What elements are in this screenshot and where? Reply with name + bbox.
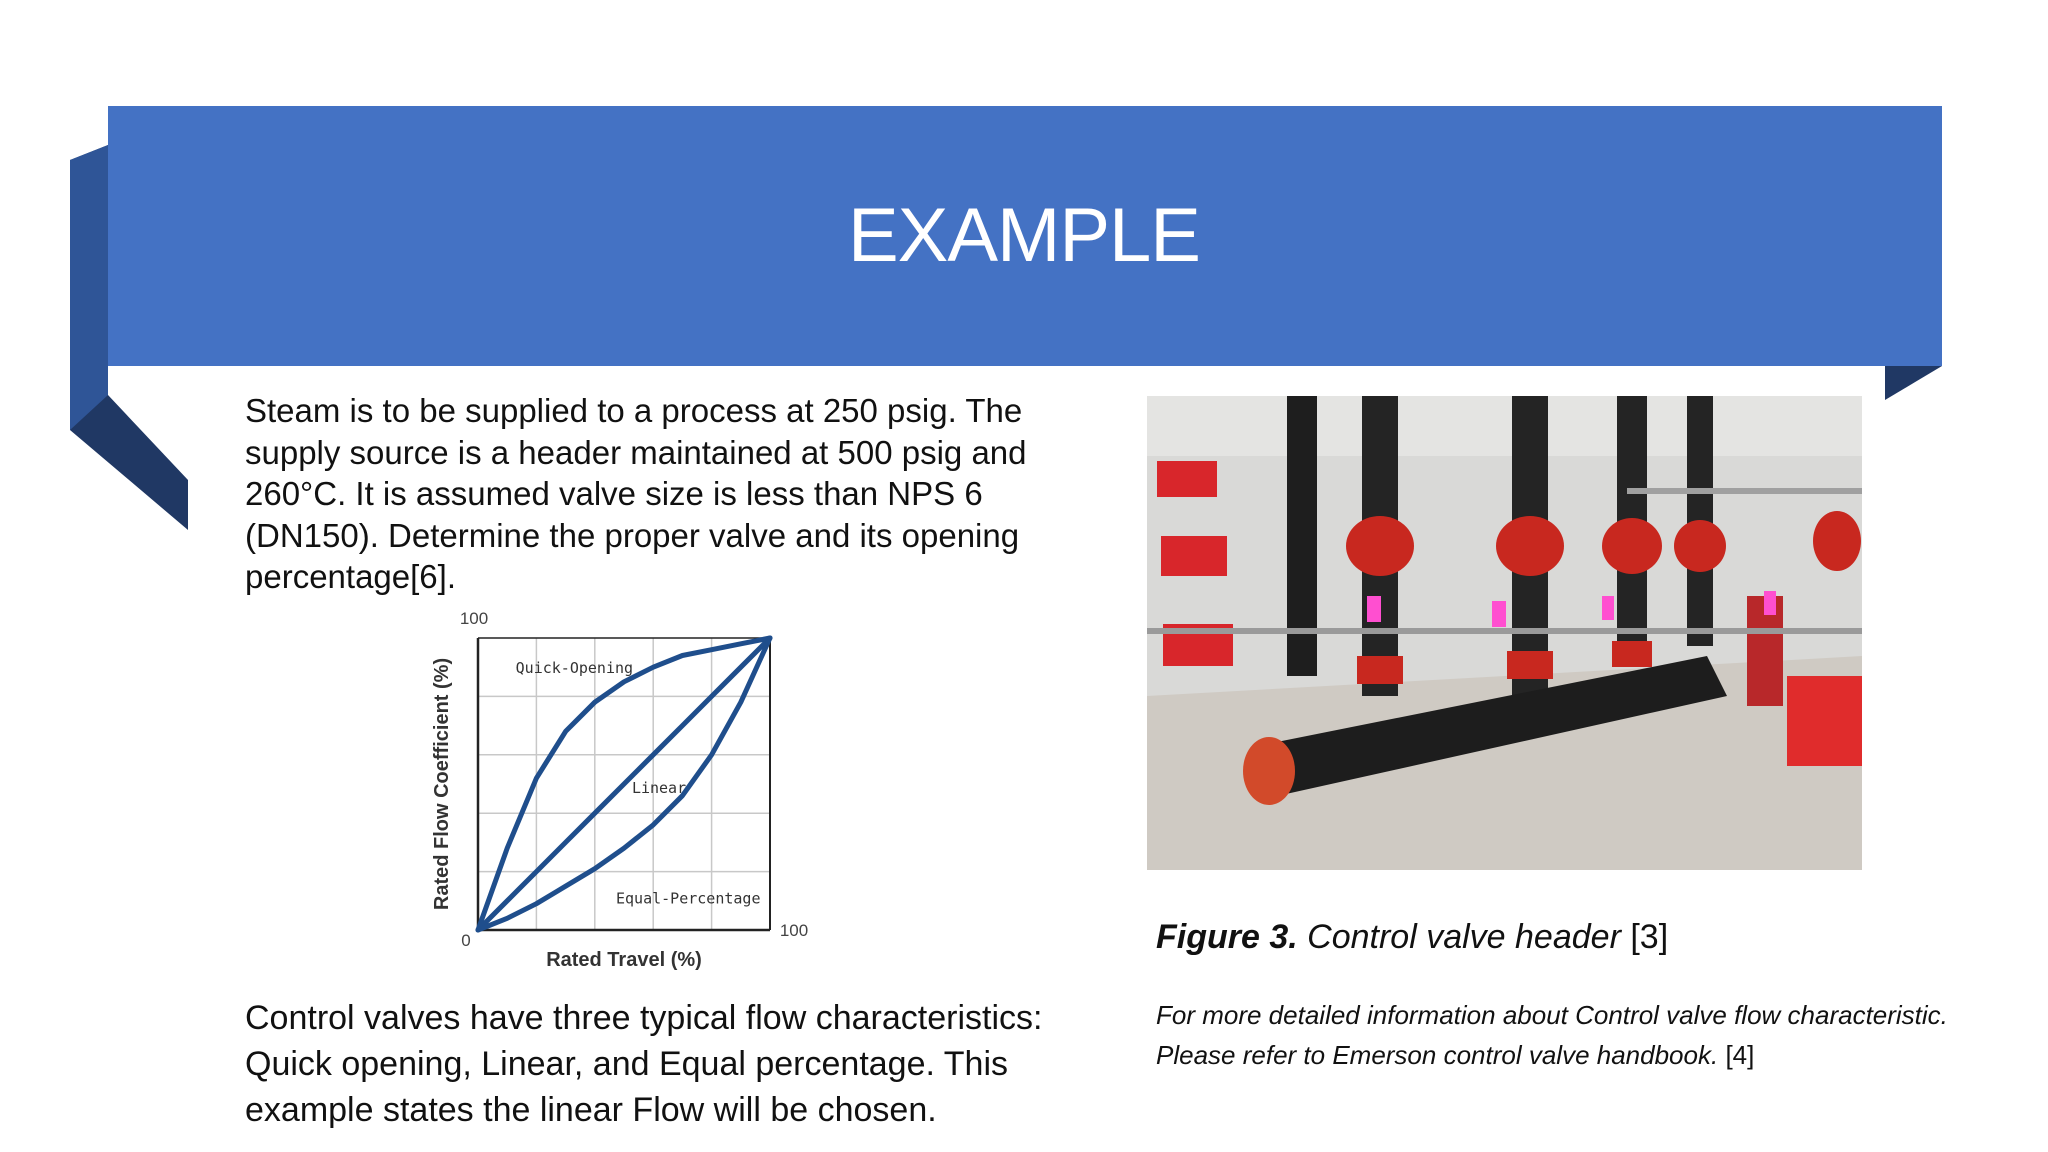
valve-header-image [1147, 396, 1862, 870]
control-valve-header-photo [1147, 396, 1862, 870]
problem-statement: Steam is to be supplied to a process at 250 psig. The supply source is a header maintained at 500 psig and 260°C. It is assumed valve size is less than NPS 6 (DN150). Determine the proper valve and its opening percentage[6]. [245, 392, 1027, 595]
chart-series [478, 638, 770, 930]
series-label-linear: Linear [631, 778, 687, 797]
figure-caption-label: Figure 3. [1156, 918, 1298, 956]
series-label-equal-percentage: Equal-Percentage [615, 889, 761, 908]
figure-caption-ref: [3] [1630, 918, 1669, 956]
banner-left-tab [70, 145, 108, 430]
banner-right-fold [1885, 366, 1942, 400]
figure-caption-text: Control valve header [1307, 918, 1621, 956]
x-axis-label: Rated Travel (%) [546, 949, 702, 971]
tick-label-x-max: 100 [779, 921, 809, 940]
reference-note [1156, 995, 1948, 1075]
tick-label-origin: 0 [461, 931, 471, 950]
note-line-2: Please refer to Emerson control valve handbook. [1156, 1040, 1719, 1070]
figure-caption [1156, 918, 1668, 957]
summary-statement: Control valves have three typical flow characteristics: Quick opening, Linear, and Equal percentage. This example states the linear Flow will be chosen. [245, 999, 1043, 1129]
tick-label-y-max: 100 [459, 609, 489, 628]
slide-title: EXAMPLE [847, 192, 1201, 278]
series-label-quick-opening: Quick-Opening [515, 659, 634, 678]
note-line-1: For more detailed information about Control valve flow characteristic. [1156, 1000, 1948, 1030]
note-ref: [4] [1725, 1040, 1755, 1070]
y-axis-label: Rated Flow Coefficient (%) [431, 657, 453, 911]
flow-characteristic-chart [420, 600, 820, 980]
